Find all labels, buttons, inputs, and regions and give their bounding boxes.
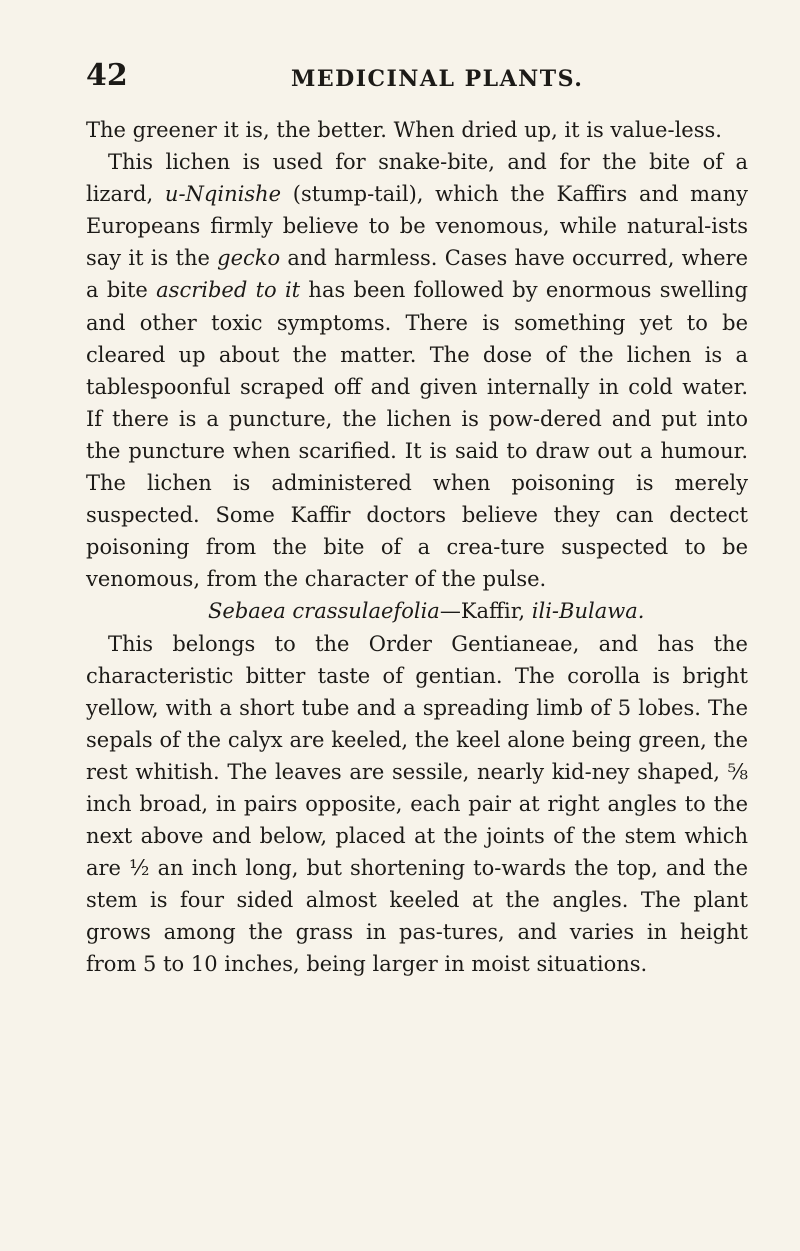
species-separator: —Kaffir, — [439, 599, 532, 624]
fraction-five-eighths: ⅝ — [727, 759, 748, 784]
paragraph-2-part-4: has been followed by enormous swelling and other toxic symptoms. There is something yet to be cleared up about the matter. The dose of the lichen is a tablespoonful scraped off and given internally in cold water. If there is a puncture, the lichen is pow-dered and put into the puncture when scarified. It is said to draw out a humour. The lichen is administered when poisoning is merely suspected. Some Kaffir doctors believe they can dectect poisoning from the bite of a crea-ture suspected to be venomous, from the character of the pulse. — [86, 278, 748, 592]
paragraph-3-part-3: an inch long, but shortening to-wards the top, and the stem is four sided almost keeled at the angles. The plant grows among the grass in pas-tures, and varies in height from 5 to 10 inches, being larger in moist situations. — [86, 856, 748, 977]
paragraph-2-part-3: and harmless. Cases have occurred, where a bite — [86, 246, 749, 303]
paragraph-3-part-2: inch broad, in pairs opposite, each pair at right angles to the next above and below, placed at the joints of the stem which are — [86, 791, 748, 881]
running-head — [86, 56, 748, 96]
paragraph-2-italic-2: gecko — [217, 246, 281, 271]
paragraph-2-italic-1: u-Nqinishe — [164, 182, 282, 207]
paragraph-2-part-2: (stump-tail), which the Kaffirs and many Europeans firmly believe to be venomous, while natural-ists say it is the — [86, 182, 748, 271]
running-title: MEDICINAL PLANTS. — [291, 66, 584, 92]
page-body — [86, 114, 748, 981]
species-name: Sebaea crassulaefolia — [208, 599, 440, 624]
paragraph-1-text: The greener it is, the better. When dried up, it is value-less. — [86, 118, 722, 142]
species-vernacular: ili-Bulawa. — [531, 599, 645, 624]
paragraph-continued — [86, 114, 748, 146]
paragraph-2-part-1: This lichen is used for snake-bite, and for the bite of a lizard, — [86, 150, 748, 207]
species-heading — [86, 595, 748, 627]
fraction-one-half: ½ — [129, 856, 150, 881]
paragraph-2-italic-3: ascribed to it — [156, 278, 301, 303]
page-number: 42 — [86, 58, 128, 93]
paragraph-lichen-use — [86, 146, 748, 595]
paragraph-sebaea-description — [86, 628, 748, 981]
paragraph-3-part-1: This belongs to the Order Gentianeae, and has the characteristic bitter taste of gentian. The corolla is bright yellow, with a short tube and a spreading limb of 5 lobes. The sepals of the calyx are keeled, the keel alone being green, the rest whitish. The leaves are sessile, nearly kid-ney shaped, — [86, 631, 748, 784]
